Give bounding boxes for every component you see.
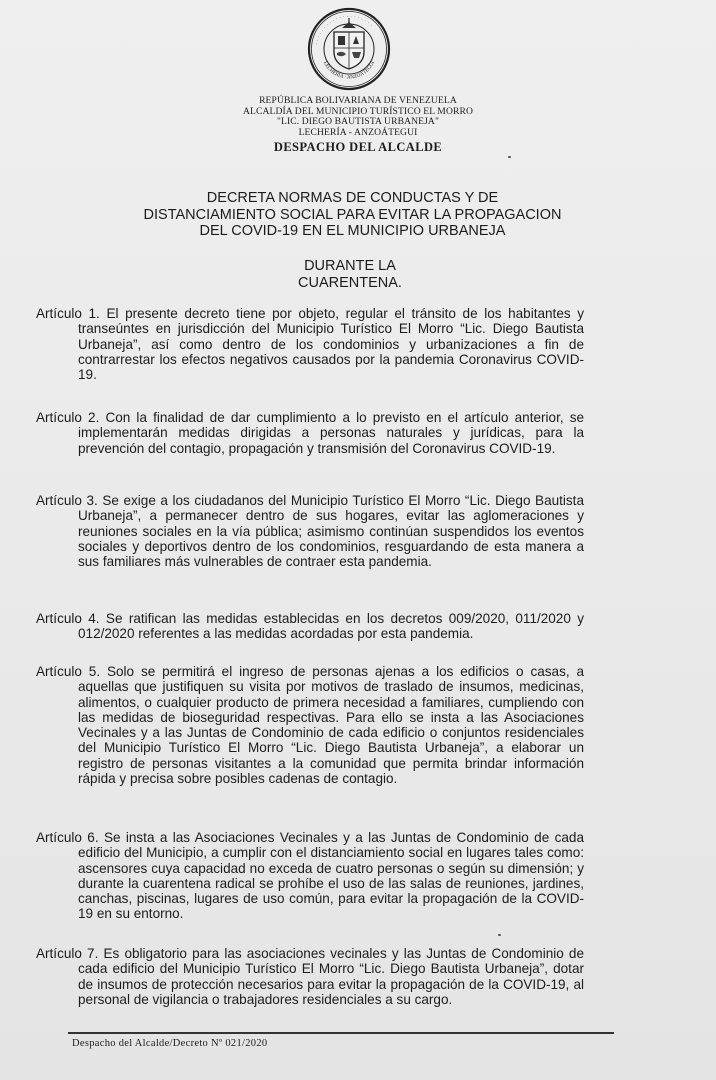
letterhead-republic: REPÚBLICA BOLIVARIANA DE VENEZUELA	[259, 95, 457, 106]
article-text: Se exige a los ciudadanos del Municipio Turístico El Morro “Lic. Diego Bautista Urbaneja”, a permanecer dentro de sus hogares, evitar las aglomeraciones y reuniones sociales en la vía pública; asimismo continúan suspendidos los eventos sociales y deportivos dentro de los condominios, resguardando de esta manera a sus familiares más vulnerables de contraer esta pandemia.	[78, 493, 584, 570]
article-6	[36, 830, 584, 922]
article-text: Con la finalidad de dar cumplimiento a lo previsto en el artículo anterior, se implementarán medidas dirigidas a personas naturales y jurídicas, para la prevención del contagio, propagación y transmisión del Coronavirus COVID-19.	[78, 410, 585, 456]
article-text: El presente decreto tiene por objeto, regular el tránsito de los habitantes y transeúntes en jurisdicción del Municipio Turístico El Morro “Lic. Diego Bautista Urbaneja”, así como dentro de los condominios y urbanizaciones a fin de contrarrestar los efectos negativos causados por la pandemia Coronavirus COVID-19.	[78, 306, 584, 383]
decree-title-line: DISTANCIAMIENTO SOCIAL PARA EVITAR LA PROPAGACION	[143, 206, 562, 223]
seal-text: LECHERÍA · ANZOÁTEGUI	[321, 60, 377, 81]
letterhead-municipality: ALCALDÍA DEL MUNICIPIO TURÍSTICO EL MORRO	[243, 105, 473, 117]
svg-text:· · · · · · · · · · · · · · ·: · · · · · · · · · · · · · · · · · · · ·	[315, 14, 374, 46]
decree-title	[100, 190, 605, 240]
article-3	[36, 493, 584, 569]
article-label: Artículo 6.	[36, 830, 99, 845]
article-5	[36, 664, 584, 786]
letterhead	[0, 96, 716, 155]
scan-speck	[508, 156, 511, 158]
decree-subtitle	[250, 258, 450, 291]
decree-title-line: DECRETA NORMAS DE CONDUCTAS Y DE	[206, 190, 499, 206]
letterhead-office: DESPACHO DEL ALCALDE	[273, 140, 443, 155]
article-label: Artículo 7.	[36, 946, 99, 961]
article-text: Se insta a las Asociaciones Vecinales y a las Juntas de Condominio de cada edificio del Municipio, a cumplir con el distanciamiento social en lugares tales como: ascensores cuya capacidad no exceda de cuatro personas o según su dimensión; y durante la cuarentena radical se prohíbe el uso de las salas de reuniones, jardines, canchas, piscinas, lugares de uso común, para evitar la propagación de la COVID-19 en su entorno.	[78, 830, 584, 922]
footer-divider	[68, 1032, 614, 1034]
article-text: Es obligatorio para las asociaciones vecinales y las Juntas de Condominio de cada edificio del Municipio Turístico El Morro “Lic. Diego Bautista Urbaneja”, dotar de insumos de protección necesarios para evitar la propagación de la COVID-19, al personal de vigilancia o trabajadores residenciales a su cargo.	[78, 946, 584, 1007]
article-4	[36, 611, 584, 642]
decree-subtitle-line: DURANTE LA	[304, 258, 396, 274]
footer-reference: Despacho del Alcalde/Decreto Nº 021/2020	[72, 1038, 268, 1049]
municipal-seal-icon	[306, 6, 392, 92]
scan-speck	[498, 934, 501, 936]
article-2	[36, 410, 584, 456]
article-label: Artículo 5.	[36, 664, 101, 679]
article-label: Artículo 3.	[36, 493, 98, 508]
decree-title-line: DEL COVID-19 EN EL MUNICIPIO URBANEJA	[199, 223, 506, 239]
decree-subtitle-line: CUARENTENA.	[298, 274, 402, 291]
article-text: Se ratifican las medidas establecidas en los decretos 009/2020, 011/2020 y 012/2020 referentes a las medidas acordadas por esta pandemia.	[78, 611, 584, 642]
article-label: Artículo 2.	[36, 410, 100, 425]
article-label: Artículo 4.	[36, 611, 100, 626]
letterhead-honoree: "LIC. DIEGO BAUTISTA URBANEJA"	[277, 116, 439, 128]
article-7	[36, 946, 584, 1007]
letterhead-location: LECHERÍA - ANZOÁTEGUI	[298, 126, 418, 138]
article-label: Artículo 1.	[36, 306, 100, 321]
article-1	[36, 306, 584, 382]
article-text: Solo se permitirá el ingreso de personas ajenas a los edificios o casas, a aquellas que justifiquen su visita por motivos de traslado de insumos, medicinas, alimentos, o cualquier producto de primera necesidad a familiares, cumpliendo con las medidas de bioseguridad respectivas. Para ello se insta a las Asociaciones Vecinales y a las Juntas de Condominio de cada edificio o conjuntos residenciales del Municipio Turístico El Morro “Lic. Diego Bautista Urbaneja”, a elaborar un registro de personas visitantes a la comunidad que permita brindar información rápida y precisa sobre posibles cadenas de contagio.	[78, 664, 585, 787]
